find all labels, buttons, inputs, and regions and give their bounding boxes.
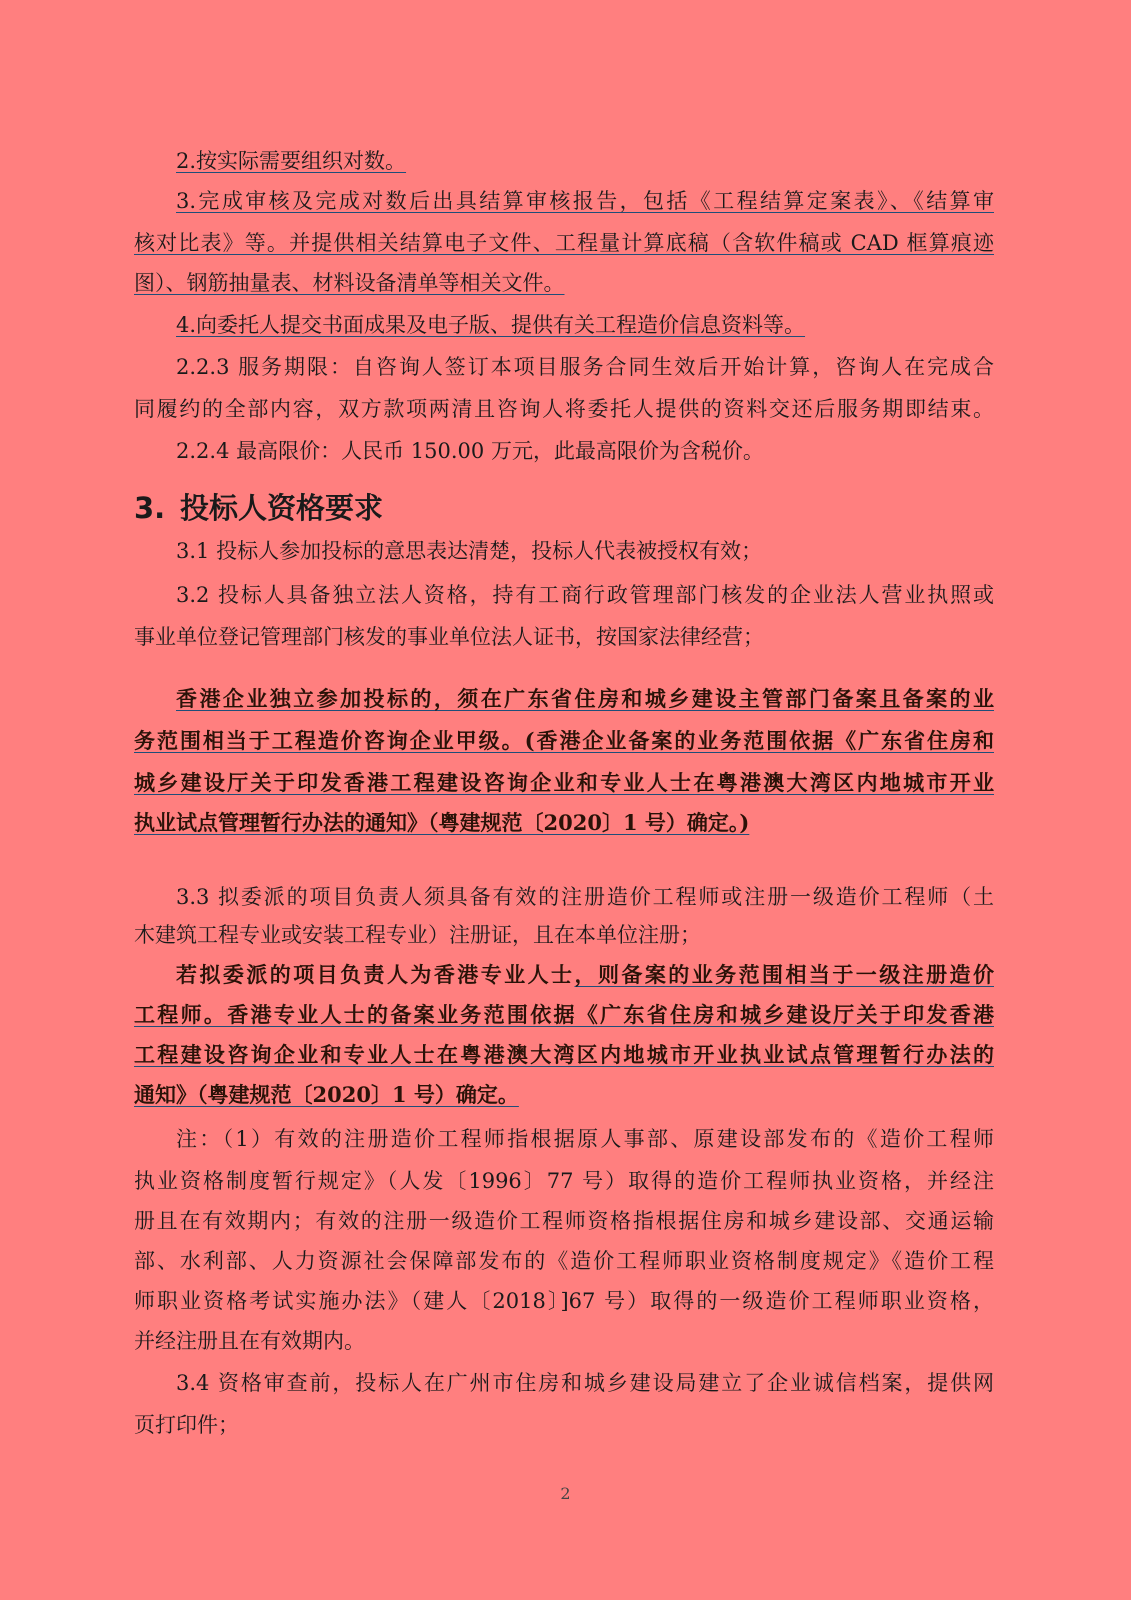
text-line: 木建筑工程专业或安装工程专业）注册证，且在本单位注册； [134,923,701,947]
text-line: 注：（1）有效的注册造价工程师指根据原人事部、原建设部发布的《造价工程师 [176,1127,994,1151]
text-line: 事业单位登记管理部门核发的事业单位法人证书，按国家法律经营； [134,625,764,649]
text-line-bold: 通知》（粤建规范〔2020〕1 号）确定。 [134,1082,519,1107]
page-number: 2 [560,1484,571,1503]
text-line-bold: 执业试点管理暂行办法的通知》（粤建规范〔2020〕1 号）确定。) [134,810,750,835]
text-line: 师职业资格考试实施办法》（建人〔2018〕]67 号）取得的一级造价工程师职业资格， [134,1289,994,1313]
text-line-bold: 香港企业独立参加投标的，须在广东省住房和城乡建设主管部门备案且备案的业 [176,686,994,711]
text-line: 册且在有效期内；有效的注册一级造价工程师资格指根据住房和城乡建设部、交通运输 [134,1209,994,1233]
text-line: 3.4 资格审查前，投标人在广州市住房和城乡建设局建立了企业诚信档案，提供网 [176,1371,994,1395]
text-line: 部、水利部、人力资源社会保障部发布的《造价工程师职业资格制度规定》《造价工程 [134,1249,994,1273]
section-heading [134,490,383,526]
text-line-bold: 若拟委派的项目负责人为香港专业人士，则备案的业务范围相当于一级注册造价 [176,962,994,987]
text-line: 3.1 投标人参加投标的意思表达清楚，投标人代表被授权有效； [176,539,763,563]
section-number: 3. [134,491,166,525]
text-line-bold: 务范围相当于工程造价咨询企业甲级。(香港企业备案的业务范围依据《广东省住房和 [134,728,994,753]
text-line: 3.完成审核及完成对数后出具结算审核报告，包括《工程结算定案表》、《结算审 [176,189,994,213]
text-line: 3.3 拟委派的项目负责人须具备有效的注册造价工程师或注册一级造价工程师（土 [176,885,994,909]
text-line: 图）、钢筋抽量表、材料设备清单等相关文件。 [134,271,565,295]
text-line: 3.2 投标人具备独立法人资格，持有工商行政管理部门核发的企业法人营业执照或 [176,583,994,607]
text-line: 并经注册且在有效期内。 [134,1329,365,1353]
text-line: 2.按实际需要组织对数。 [176,149,407,173]
text-line-bold: 工程建设咨询企业和专业人士在粤港澳大湾区内地城市开业执业试点管理暂行办法的 [134,1042,994,1067]
text-line: 4.向委托人提交书面成果及电子版、提供有关工程造价信息资料等。 [176,313,806,337]
text-line: 2.2.4 最高限价：人民币 150.00 万元，此最高限价为含税价。 [176,439,764,463]
section-title: 投标人资格要求 [180,491,384,525]
text-line-bold: 城乡建设厅关于印发香港工程建设咨询企业和专业人士在粤港澳大湾区内地城市开业 [134,770,994,795]
text-line: 页打印件； [134,1413,239,1437]
text-line-bold: 工程师。香港专业人士的备案业务范围依据《广东省住房和城乡建设厅关于印发香港 [134,1002,994,1027]
text-line: 2.2.3 服务期限：自咨询人签订本项目服务合同生效后开始计算，咨询人在完成合 [176,355,994,379]
text-line: 核对比表》等。并提供相关结算电子文件、工程量计算底稿（含软件稿或 CAD 框算痕迹 [134,231,994,255]
text-line: 执业资格制度暂行规定》（人发〔1996〕77 号）取得的造价工程师执业资格，并经注 [134,1169,994,1193]
text-line: 同履约的全部内容，双方款项两清且咨询人将委托人提供的资料交还后服务期即结束。 [134,397,994,421]
